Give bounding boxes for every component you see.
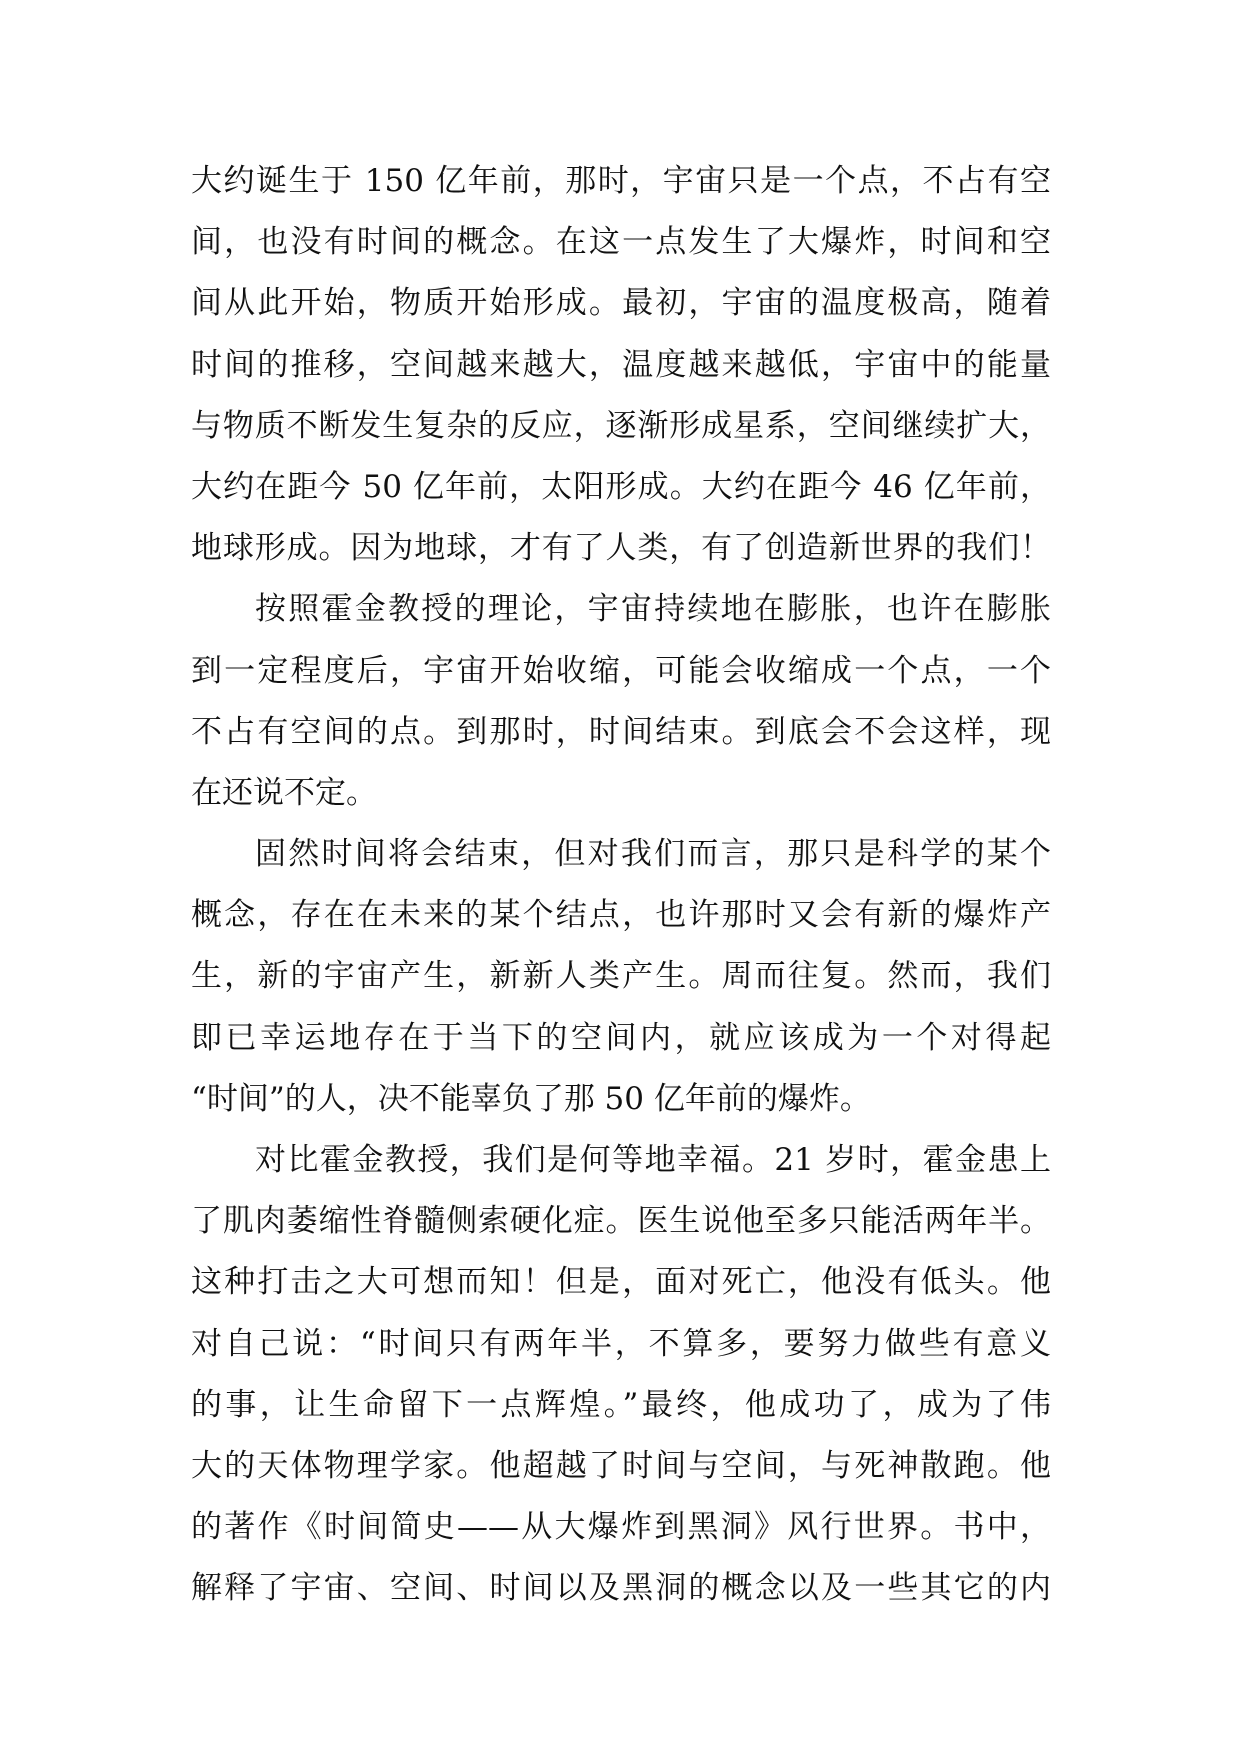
- text-line: 地球形成。因为地球，才有了人类，有了创造新世界的我们！: [191, 530, 1051, 567]
- text-line: “时间”的人，决不能辜负了那 50 亿年前的爆炸。: [191, 1080, 871, 1117]
- text-line: 间，也没有时间的概念。在这一点发生了大爆炸，时间和空: [191, 224, 1051, 261]
- text-line: 大约在距今 50 亿年前，太阳形成。大约在距今 46 亿年前，: [191, 468, 1051, 505]
- text-line: 在还说不定。: [191, 774, 377, 811]
- text-line: 大约诞生于 150 亿年前，那时，宇宙只是一个点，不占有空: [191, 163, 1051, 199]
- text-line: 固然时间将会结束，但对我们而言，那只是科学的某个: [255, 836, 1051, 873]
- paragraph: [191, 1130, 1051, 1620]
- text-line: 到一定程度后，宇宙开始收缩，可能会收缩成一个点，一个: [191, 652, 1051, 689]
- paragraph: [191, 824, 1051, 1130]
- text-line: 时间的推移，空间越来越大，温度越来越低，宇宙中的能量: [191, 346, 1051, 383]
- text-line: 概念，存在在未来的某个结点，也许那时又会有新的爆炸产: [191, 897, 1051, 934]
- text-line: 这种打击之大可想而知！但是，面对死亡，他没有低头。他: [191, 1264, 1051, 1301]
- text-line: 与物质不断发生复杂的反应，逐渐形成星系，空间继续扩大，: [191, 407, 1051, 444]
- text-line: 大的天体物理学家。他超越了时间与空间，与死神散跑。他: [191, 1447, 1051, 1484]
- text-line: 按照霍金教授的理论，宇宙持续地在膨胀，也许在膨胀: [255, 591, 1051, 628]
- paragraph: [191, 151, 1051, 579]
- paragraph: [191, 579, 1051, 824]
- text-line: 的著作《时间简史——从大爆炸到黑洞》风行世界。书中，: [191, 1509, 1051, 1546]
- document-body: [191, 151, 1051, 1620]
- text-line: 解释了宇宙、空间、时间以及黑洞的概念以及一些其它的内: [191, 1570, 1051, 1607]
- text-line: 了肌肉萎缩性脊髓侧索硬化症。医生说他至多只能活两年半。: [191, 1203, 1051, 1240]
- text-line: 的事，让生命留下一点辉煌。”最终，他成功了，成为了伟: [191, 1386, 1051, 1423]
- text-line: 对比霍金教授，我们是何等地幸福。21 岁时，霍金患上: [255, 1142, 1051, 1178]
- text-line: 生，新的宇宙产生，新新人类产生。周而往复。然而，我们: [191, 958, 1051, 995]
- text-line: 即已幸运地存在于当下的空间内，就应该成为一个对得起: [191, 1019, 1051, 1056]
- text-line: 不占有空间的点。到那时，时间结束。到底会不会这样，现: [191, 713, 1051, 750]
- text-line: 对自己说：“时间只有两年半，不算多，要努力做些有意义: [191, 1325, 1051, 1362]
- text-line: 间从此开始，物质开始形成。最初，宇宙的温度极高，随着: [191, 285, 1051, 322]
